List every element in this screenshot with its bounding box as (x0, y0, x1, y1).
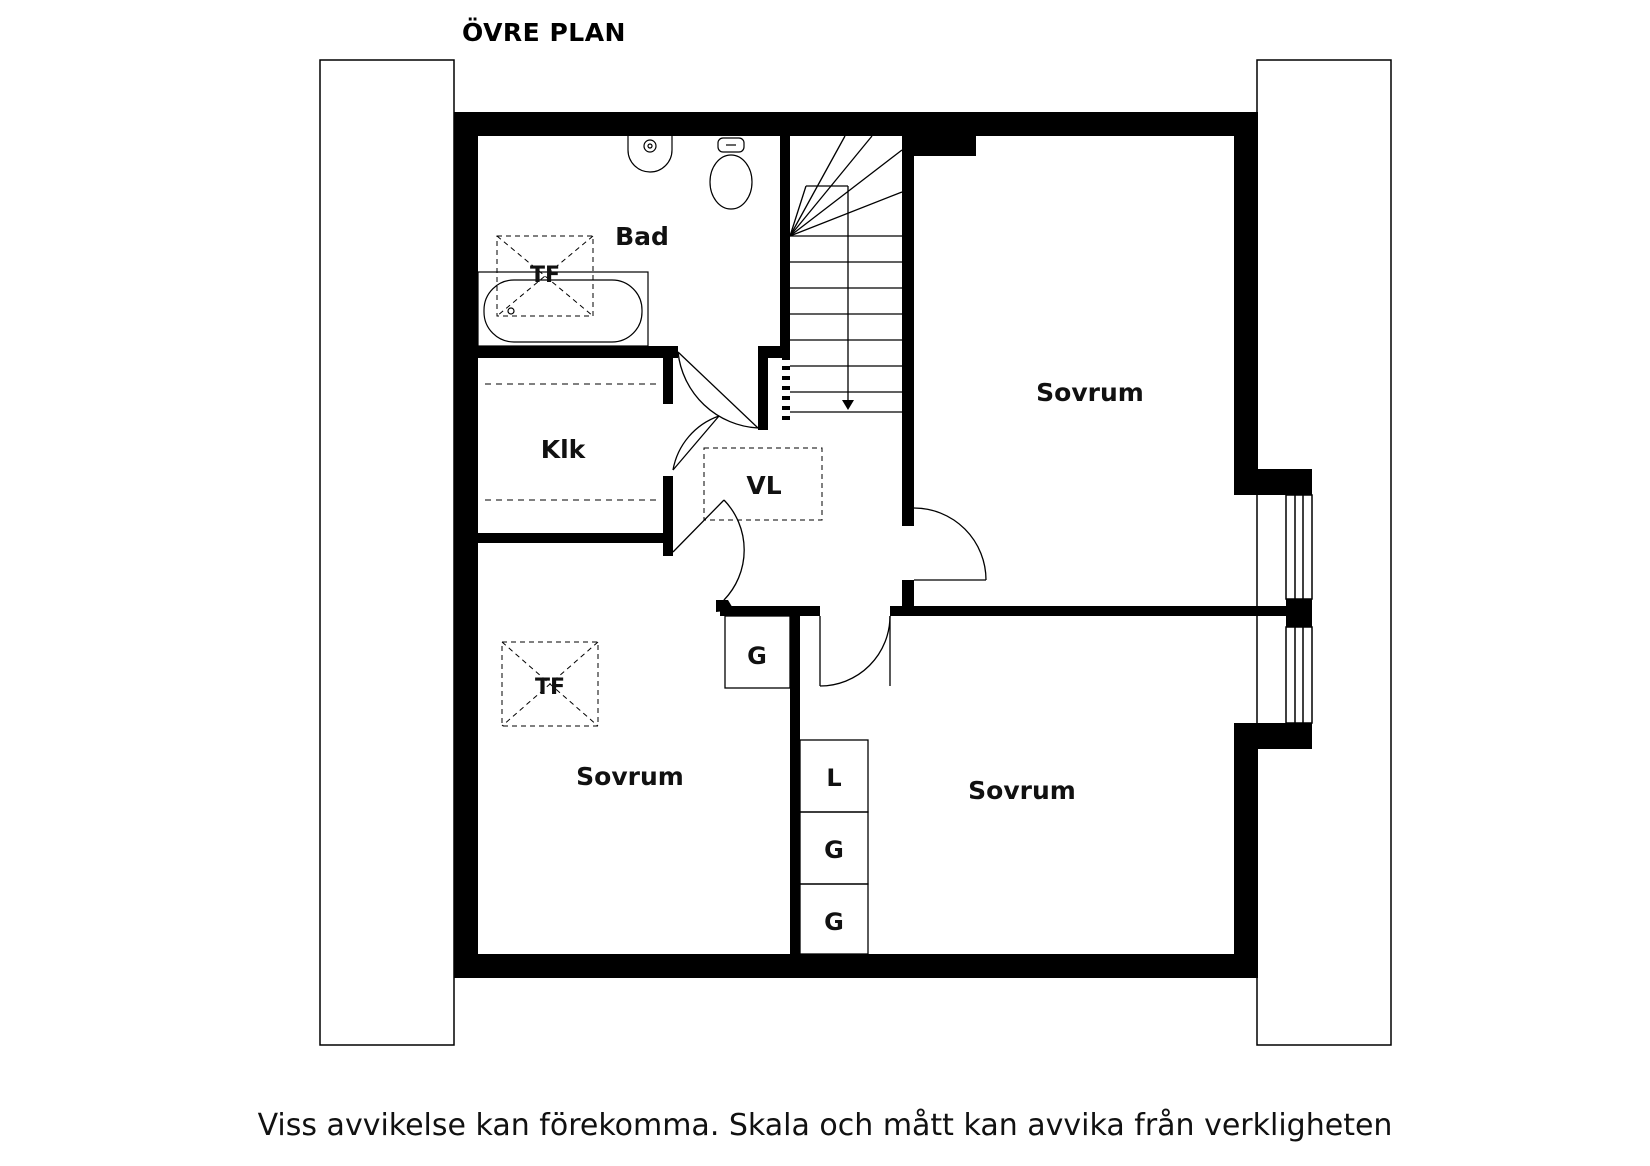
tf-label-bad: TF (529, 263, 561, 288)
plan-title: ÖVRE PLAN (462, 18, 626, 47)
room-label-klk: Klk (540, 435, 586, 464)
closet-label-hall-g: G (747, 642, 767, 670)
door-sovrum-sw (673, 500, 744, 606)
toilet-icon (710, 138, 752, 209)
roof-eave-left (320, 60, 454, 1045)
stair-arrow-icon (842, 400, 854, 410)
wall-end-marker (716, 600, 734, 612)
outer-walls (454, 112, 1312, 978)
closet-label-g2: G (824, 908, 844, 936)
room-label-vl: VL (746, 471, 782, 500)
staircase (790, 136, 902, 412)
tf-label-sovrum: TF (534, 675, 566, 700)
room-label-sovrum-se: Sovrum (968, 776, 1076, 805)
stair-railing (782, 356, 790, 420)
room-label-bad: Bad (615, 222, 669, 251)
closet-label-g1: G (824, 836, 844, 864)
sink-icon (628, 136, 672, 172)
door-sovrum-ne (914, 508, 986, 580)
room-label-sovrum-sw: Sovrum (576, 762, 684, 791)
door-klk (673, 416, 719, 470)
door-sovrum-se (820, 616, 890, 686)
closet-label-l: L (826, 764, 842, 792)
bathtub-icon (478, 272, 648, 346)
disclaimer-text: Viss avvikelse kan förekomma. Skala och mått kan avvika från verkligheten (257, 1108, 1393, 1143)
room-label-sovrum-ne: Sovrum (1036, 378, 1144, 407)
roof-eave-right (1257, 60, 1391, 1045)
